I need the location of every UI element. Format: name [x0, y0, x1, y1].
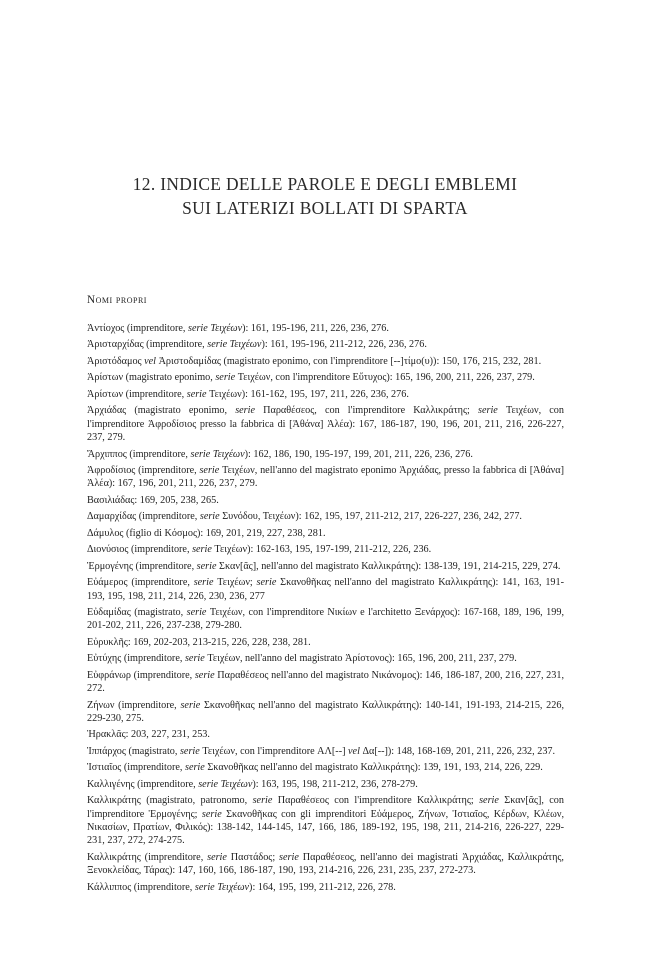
index-entry [87, 371, 564, 384]
index-entry-text: serie [184, 653, 205, 665]
index-entry [87, 606, 564, 633]
index-entry-text: serie [215, 372, 236, 384]
index-entry [87, 543, 564, 556]
index-entry-text: vel [144, 355, 157, 367]
index-entry-text: serie [256, 577, 277, 589]
index-entry [87, 510, 564, 523]
index-entry-text: Εὐτύχης (imprenditore, [87, 653, 185, 665]
index-entry-text: Σκαν[ᾶς], con l'imprenditore Ἑρμογένης; [87, 795, 564, 820]
index-entry-text: Παραθέσεος, con l'imprenditore Καλλικράτης; [255, 405, 478, 417]
index-entry-text: serie [186, 388, 207, 400]
index-entry-text: Συνόδου, Τειχέων): 162, 195, 197, 211-212, 217, 226-227, 236, 242, 277. [219, 511, 522, 523]
index-entries [87, 322, 564, 897]
index-entry [87, 560, 564, 573]
index-entry-text: ): 163, 195, 198, 211-212, 236, 278-279. [252, 778, 418, 790]
index-entry-text: Παραθέσεος con l'imprenditore Καλλικράτης; [272, 795, 480, 807]
index-entry-text: serie Τειχέων [190, 448, 245, 460]
index-entry-text: serie [180, 699, 201, 711]
index-entry-text: Ἀριστοδαμίδας (magistrato eponimo, con l'imprenditore [--]τίμο(υ)): 150, 176, 215, 232, 281. [156, 355, 542, 367]
index-entry [87, 851, 564, 878]
index-entry-text: ): 161, 195-196, 211, 226, 236, 276. [242, 323, 389, 334]
index-entry-text: Τειχέων, con l'imprenditore Νικίων e l'architetto Ξενάρχος): 167-168, 189, 196, 199, 201-202, 211, 226, 237-238, 279-280. [87, 606, 564, 632]
index-entry [87, 881, 564, 894]
index-entry-text: Ἱστιαῖος (imprenditore, [87, 762, 185, 774]
index-entry [87, 728, 564, 741]
index-entry-text: Τειχέων; [213, 577, 257, 589]
index-entry-text: Εὐφράνωρ (imprenditore, [87, 669, 195, 681]
index-entry-text: Εὐάμερος (imprenditore, [87, 577, 194, 589]
index-entry-text: ): 164, 195, 199, 211-212, 226, 278. [249, 881, 396, 893]
index-entry [87, 669, 564, 696]
index-entry-text: serie Τειχέων [198, 778, 253, 790]
index-entry-text: Ἄρχιππος (imprenditore, [87, 448, 191, 460]
index-entry [87, 699, 564, 726]
index-entry-text: Ἀρίστων (imprenditore, [87, 388, 187, 400]
index-entry [87, 355, 564, 368]
index-entry-text: serie [199, 511, 220, 523]
index-entry-text: serie Τειχέων [194, 881, 250, 893]
index-entry-text: Ἀρισταρχίδας (imprenditore, [87, 339, 208, 351]
index-entry [87, 778, 564, 791]
index-entry-text: Τειχέων, con l'imprenditore Ἀφροδίσιος presso la fabbrica di [Ἀθάνα] Ἀλέα): 167, 186-187, 190, 196, 201, 211, 216, 226-227, 237, 279. [87, 405, 564, 444]
index-entry-text: serie [235, 405, 255, 417]
index-entry-text: Τειχέων): 161-162, 195, 197, 211, 226, 236, 276. [206, 388, 409, 400]
index-entry [87, 322, 564, 335]
index-entry-text: serie [201, 808, 222, 820]
chapter-title-line-1: 12. INDICE DELLE PAROLE E DEGLI EMBLEMI [132, 174, 518, 194]
index-entry [87, 794, 564, 848]
index-entry-text: serie [252, 795, 273, 807]
index-entry-text: Ἀρίστων (magistrato eponimo, [87, 372, 216, 384]
index-entry-text: Διονύσιος (imprenditore, [87, 544, 193, 556]
index-entry-text: vel [348, 745, 360, 757]
index-entry-text: Ζήνων (imprenditore, [87, 699, 181, 711]
chapter-title [0, 172, 650, 220]
index-entry-text: Τειχέων, con l'imprenditore ΑΛ[--] [199, 745, 349, 757]
index-entry-text: Τειχέων, nell'anno del magistrato Ἀρίστονος): 165, 196, 200, 211, 237, 279. [204, 653, 517, 665]
index-entry-text: serie [196, 560, 217, 572]
index-entry-text: Ἀφροδίσιος (imprenditore, [87, 464, 200, 476]
index-entry-text: Τειχέων, con l'imprenditore Εὔτυχος): 165, 196, 200, 211, 226, 237, 279. [235, 372, 535, 384]
index-entry [87, 652, 564, 665]
index-entry [87, 745, 564, 758]
index-entry-text: Σκανοθῆκας nell'anno del magistrato Καλλικράτης): 139, 191, 193, 214, 226, 229. [204, 762, 543, 774]
index-entry [87, 761, 564, 774]
index-entry [87, 494, 564, 507]
index-entry-text: Εὐδαμίδας (magistrato, [87, 606, 187, 618]
index-entry-text: ): 162, 186, 190, 195-197, 199, 201, 211, 226, 236, 276. [244, 448, 473, 460]
index-entry-text: Βασιλιάδας: 169, 205, 238, 265. [87, 494, 219, 506]
index-entry-text: serie [186, 606, 207, 618]
index-entry-text: Ἡρακλᾶς: 203, 227, 231, 253. [87, 729, 210, 741]
index-entry-text: Παστάδος; [226, 851, 280, 863]
index-entry-text: Σκανοθῆκας con gli imprenditori Εὐάμερος, Ζήνων, Ἱστιαῖος, Κέρδων, Κλέων, Νικασίων, Πρατίων, Φιλικός): 138-142, 144-145, 147, 166, 186, 189-192, 195, 198, 211, 214-216, 226-227, 229-231, 237, 272, 274-275. [87, 808, 565, 847]
index-entry-text: serie [179, 745, 200, 757]
index-entry-text: serie [279, 851, 299, 863]
index-entry [87, 448, 564, 461]
index-entry [87, 338, 564, 351]
index-entry-text: Καλλιγένης (imprenditore, [87, 778, 199, 790]
index-entry-text: Ἱππάρχος (magistrato, [87, 745, 180, 757]
index-entry-text: ): 161, 195-196, 211-212, 226, 236, 276. [261, 339, 427, 351]
index-entry-text: Ἀρχιάδας (magistrato eponimo, [87, 405, 236, 417]
index-entry-text: Σκανοθῆκας nell'anno del magistrato Καλλικράτης): 140-141, 191-193, 214-215, 226, 229-230, 275. [87, 699, 564, 724]
index-entry-text: Σκανοθῆκας nell'anno del magistrato Καλλικράτης): 141, 163, 191-193, 195, 198, 211, 214, 226, 230, 236, 277 [87, 577, 564, 602]
index-entry [87, 404, 564, 444]
index-entry-text: Ἀντίοχος (imprenditore, [87, 323, 188, 334]
index-entry-text: Σκαν[ᾶς], nell'anno del magistrato Καλλικράτης): 138-139, 191, 214-215, 229, 274. [216, 560, 561, 572]
index-entry-text: serie [184, 762, 205, 774]
index-entry [87, 388, 564, 401]
index-entry-text: serie [478, 405, 498, 417]
index-entry-text: Παραθέσεος, nell'anno dei magistrati Ἀρχιάδας, Καλλικράτης, Ξενοκλείδας, Τάρας): 147, 160, 166, 186-187, 190, 193, 214-216, 226, 231, 235, 237, 272-273. [87, 851, 564, 877]
index-entry-text: Τειχέων): 162-163, 195, 197-199, 211-212, 226, 236. [211, 544, 432, 556]
index-entry [87, 464, 564, 491]
index-entry-text: Δα[--]): 148, 168-169, 201, 211, 226, 232, 237. [359, 745, 556, 757]
index-entry [87, 636, 564, 649]
chapter-title-line-2: SUI LATERIZI BOLLATI DI SPARTA [182, 198, 468, 218]
index-entry [87, 576, 564, 603]
index-entry-text: Δαμαρχίδας (imprenditore, [87, 511, 200, 523]
index-entry-text: serie [207, 851, 227, 863]
index-entry-text: Εὐρυκλῆς: 169, 202-203, 213-215, 226, 228, 238, 281. [87, 636, 311, 648]
index-entry-text: serie [199, 464, 220, 476]
section-heading: Nomi propri [87, 294, 147, 306]
index-entry-text: serie [194, 669, 215, 681]
index-entry-text: Τειχέων, nell'anno del magistrato eponimo Ἀρχιάδας, presso la fabbrica di [Ἀθάνα] Ἀλέα): 167, 196, 201, 211, 226, 237, 279. [87, 464, 564, 490]
index-entry-text: Καλλικράτης (imprenditore, [87, 851, 208, 863]
index-entry-text: Ἑρμογένης (imprenditore, [87, 560, 197, 572]
index-entry-text: Καλλικράτης (magistrato, patronomo, [87, 795, 253, 807]
index-entry-text: serie [479, 795, 499, 807]
index-entry-text: Παραθέσεος nell'anno del magistrato Νικάνομος): 146, 186-187, 200, 216, 227, 231, 272. [87, 669, 564, 695]
index-entry-text: serie [193, 577, 214, 589]
index-entry-text: serie Τειχέων [187, 323, 243, 334]
index-entry [87, 527, 564, 540]
index-entry-text: Κάλλιππος (imprenditore, [87, 881, 195, 893]
index-entry-text: Ἀριστόδαμος [87, 355, 145, 367]
index-entry-text: Δάμυλος (figlio di Κόσμος): 169, 201, 219, 227, 238, 281. [87, 527, 326, 539]
index-entry-text: serie [192, 544, 212, 556]
index-entry-text: serie Τειχέων [207, 339, 262, 351]
